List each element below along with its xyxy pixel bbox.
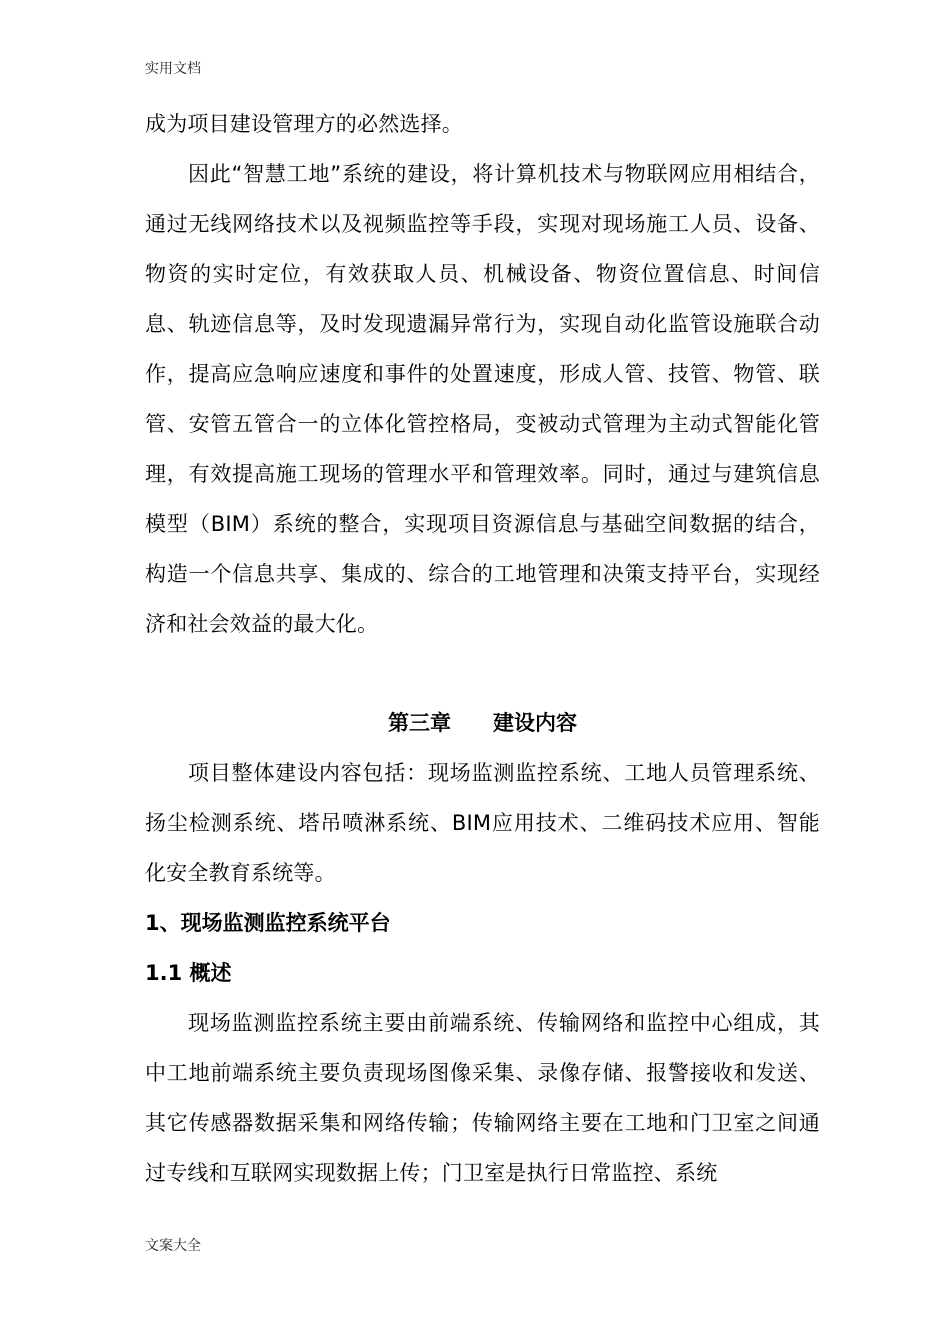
- page-header: 实用文档: [145, 61, 201, 77]
- chapter-title: 第三章 建设内容: [388, 711, 577, 735]
- paragraph-construction-content: 项目整体建设内容包括：现场监测监控系统、工地人员管理系统、扬尘检测系统、塔吊喷淋系统、BIM应用技术、二维码技术应用、智能化安全教育系统等。: [145, 761, 820, 885]
- paragraph-monitoring-system: 现场监测监控系统主要由前端系统、传输网络和监控中心组成，其中工地前端系统主要负责现场图像采集、录像存储、报警接收和发送、其它传感器数据采集和网络传输；传输网络主要在工地和门卫室之间通过专线和互联网实现数据上传；门卫室是执行日常监控、系统: [145, 1011, 820, 1185]
- page-footer: 文案大全: [145, 1238, 201, 1254]
- section-heading: 1、现场监测监控系统平台: [145, 911, 391, 935]
- document-body: [145, 99, 820, 1198]
- paragraph-continuation: 成为项目建设管理方的必然选择。: [145, 112, 463, 136]
- subsection-heading: 1.1 概述: [145, 961, 232, 985]
- paragraph-smart-site: 因此“智慧工地”系统的建设，将计算机技术与物联网应用相结合，通过无线网络技术以及视频监控等手段，实现对现场施工人员、设备、物资的实时定位，有效获取人员、机械设备、物资位置信息、时间信息、轨迹信息等，及时发现遗漏异常行为，实现自动化监管设施联合动作，提高应急响应速度和事件的处置速度，形成人管、技管、物管、联管、安管五管合一的立体化管控格局，变被动式管理为主动式智能化管理，有效提高施工现场的管理水平和管理效率。同时，通过与建筑信息模型（BIM）系统的整合，实现项目资源信息与基础空间数据的结合，构造一个信息共享、集成的、综合的工地管理和决策支持平台，实现经济和社会效益的最大化。: [145, 162, 820, 636]
